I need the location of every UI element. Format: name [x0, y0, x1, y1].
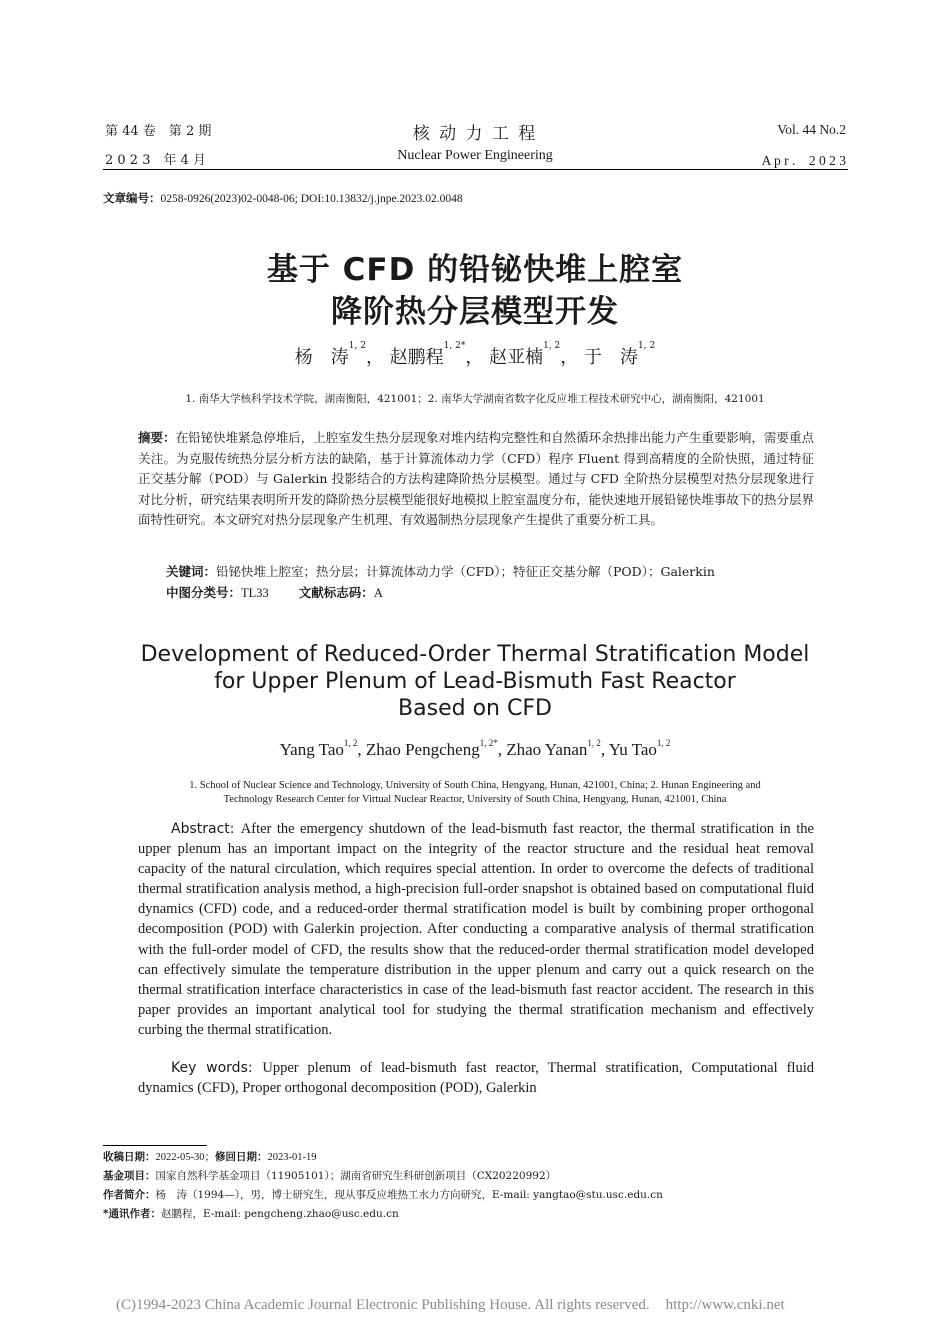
footnote-author: [103, 1187, 663, 1202]
keywords-en-label: Key words:: [171, 1060, 263, 1076]
revised-value: 2023-01-19: [267, 1152, 317, 1163]
fund-label: 基金项目：: [103, 1170, 156, 1182]
journal-name-en: Nuclear Power Engineering: [397, 148, 553, 163]
footnote-rule: [103, 1145, 207, 1146]
abstract-cn-label: 摘要：: [138, 430, 176, 445]
author-cn-2: 赵鹏程: [389, 347, 444, 368]
corresponding-label: *通讯作者：: [103, 1208, 161, 1220]
volume-issue-cn: 第 44 卷 第 2 期: [105, 124, 212, 139]
date-cn: 2 0 2 3 年 4 月: [105, 153, 207, 168]
title-en-line1: Development of Reduced-Order Thermal Stratification Model: [140, 642, 810, 667]
volume-issue-en: Vol. 44 No.2: [777, 122, 846, 137]
received-label: 收稿日期：: [103, 1151, 156, 1163]
author-en-4-sup: 1, 2: [656, 738, 671, 748]
author-cn-2-sep: ，: [465, 347, 484, 368]
article-id-label: 文章编号：: [103, 191, 161, 205]
abstract-en: [138, 819, 814, 1040]
author-info-value: 杨 涛（1994—），男，博士研究生，现从事反应堆热工水力方向研究，E-mail: yangtao@stu.usc.edu.cn: [155, 1189, 663, 1201]
author-en-2-sep: ,: [497, 740, 507, 759]
abstract-cn: [138, 428, 814, 531]
clc-label: 中图分类号：: [166, 585, 242, 600]
title-en-line3: Based on CFD: [398, 696, 552, 721]
authors-en: [0, 740, 950, 760]
author-cn-1-sep: ，: [365, 347, 384, 368]
author-cn-2-sup: 1, 2*: [443, 341, 466, 351]
corresponding-value: 赵鹏程，E-mail: pengcheng.zhao@usc.edu.cn: [161, 1208, 399, 1220]
footnote-fund: [103, 1168, 556, 1183]
title-cn-line2: 降阶热分层模型开发: [331, 294, 619, 330]
keywords-en: [138, 1058, 814, 1098]
author-en-1: Yang Tao: [279, 740, 344, 759]
author-en-4: Yu Tao: [608, 740, 657, 759]
author-cn-1-sup: 1, 2: [348, 341, 366, 351]
article-id: [103, 190, 463, 206]
author-en-3: Zhao Yanan: [506, 740, 588, 759]
author-info-label: 作者简介：: [103, 1189, 156, 1201]
keywords-en-text: Upper plenum of lead-bismuth fast reactor, Thermal stratification, Computational fluid dynamics (CFD), Proper orthogonal decomposition (POD), Galerkin: [138, 1060, 814, 1097]
author-cn-3-sup: 1, 2: [543, 341, 561, 351]
copyright-text: (C)1994-2023 China Academic Journal Electronic Publishing House. All rights reserved.: [116, 1297, 650, 1313]
article-id-value: 0258-0926(2023)02-0048-06; DOI:10.13832/j.jnpe.2023.02.0048: [160, 193, 463, 205]
date-en: A p r . 2 0 2 3: [761, 153, 846, 168]
clc-value: TL33: [241, 586, 269, 600]
affiliation-en-line2: Technology Research Center for Virtual Nuclear Reactor, University of South China, Hengyang, Hunan, 421001, China: [223, 793, 727, 805]
affiliation-cn: 1. 南华大学核科学技术学院，湖南衡阳，421001；2. 南华大学湖南省数字化反应堆工程技术研究中心，湖南衡阳，421001: [185, 393, 765, 405]
author-cn-3: 赵亚楠: [489, 347, 544, 368]
affiliation-en: [0, 779, 950, 806]
cnki-link[interactable]: http://www.cnki.net: [665, 1297, 785, 1313]
author-en-2: Zhao Pengcheng: [365, 740, 480, 759]
authors-cn: [0, 343, 950, 369]
fund-value: 国家自然科学基金项目（11905101）；湖南省研究生科研创新项目（CX20220992）: [155, 1170, 557, 1182]
author-cn-3-sep: ，: [560, 347, 579, 368]
author-cn-4-sup: 1, 2: [638, 341, 656, 351]
keywords-cn-text: 铅铋快堆上腔室；热分层；计算流体动力学（CFD）；特征正交基分解（POD）；Galerkin: [216, 564, 715, 579]
author-en-1-sup: 1, 2: [343, 738, 358, 748]
doc-code-label: 文献标志码：: [298, 585, 374, 600]
title-en-line2: for Upper Plenum of Lead-Bismuth Fast Reactor: [214, 669, 736, 694]
author-cn-4: 于 涛: [584, 347, 639, 368]
classification: [166, 583, 383, 601]
abstract-en-text: After the emergency shutdown of the lead-bismuth fast reactor, the thermal stratification in the upper plenum has an important impact on the integrity of the reactor structure and the residual heat removal capacity of the natural circulation, which requires special attention. In order to overcome the defects of traditional thermal stratification analysis method, a high-precision full-order snapshot is obtained based on computational fluid dynamics (CFD) code, and a reduced-order thermal stratification model is built by combining proper orthogonal decomposition (POD) with Galerkin projection. After conducting a comparative analysis of thermal stratification with the full-order model of CFD, the results show that the reduced-order thermal stratification model developed can effectively simulate the temperature distribution in the upper plenum and carry out a quick research on the thermal stratification interface characteristics in case of the lead-bismuth fast reactor accident. The research in this paper provides an important analytical tool for studying the thermal stratification mechanism and effectively curbing the thermal stratification.: [138, 821, 814, 1038]
author-cn-1: 杨 涛: [294, 347, 349, 368]
author-en-3-sup: 1, 2: [587, 738, 601, 748]
copyright-line: [116, 1297, 785, 1314]
abstract-en-label: Abstract:: [171, 821, 241, 837]
revised-label: 修回日期：: [215, 1151, 268, 1163]
journal-name-cn: 核 动 力 工 程: [412, 124, 538, 144]
keywords-cn-label: 关键词：: [166, 564, 217, 579]
keywords-cn: [166, 562, 715, 580]
footnote-corresponding: [103, 1206, 399, 1221]
affiliation-en-line1: 1. School of Nuclear Science and Technology, University of South China, Hengyang, Hunan, 421001, China; 2. Hunan Engineering and: [189, 780, 761, 791]
abstract-cn-text: 在铅铋快堆紧急停堆后，上腔室发生热分层现象对堆内结构完整性和自然循环余热排出能力产生重要影响，需要重点关注。为克服传统热分层分析方法的缺陷，基于计算流体动力学（CFD）程序 Fluent 得到高精度的全阶快照，通过特征正交基分解（POD）与 Galerkin 投影结合的方法构建降阶热分层模型。通过与 CFD 全阶热分层模型对热分层现象进行对比分析，研究结果表明所开发的降阶热分层模型能很好地模拟上腔室温度分布，能快速地开展铅铋快堆事故下的热分层界面特性研究。本文研究对热分层现象产生机理、有效遏制热分层现象产生提供了重要分析工具。: [138, 430, 814, 527]
title-cn-line1: 基于 CFD 的铅铋快堆上腔室: [266, 252, 684, 288]
author-en-1-sep: ,: [357, 740, 366, 759]
author-en-3-sep: ,: [600, 740, 609, 759]
header-rule: [103, 169, 848, 170]
author-en-2-sup: 1, 2*: [479, 738, 498, 748]
footnote-dates: [103, 1149, 317, 1164]
doc-code-value: A: [373, 586, 383, 600]
title-en: [0, 641, 950, 722]
received-value: 2022-05-30；: [155, 1152, 215, 1163]
